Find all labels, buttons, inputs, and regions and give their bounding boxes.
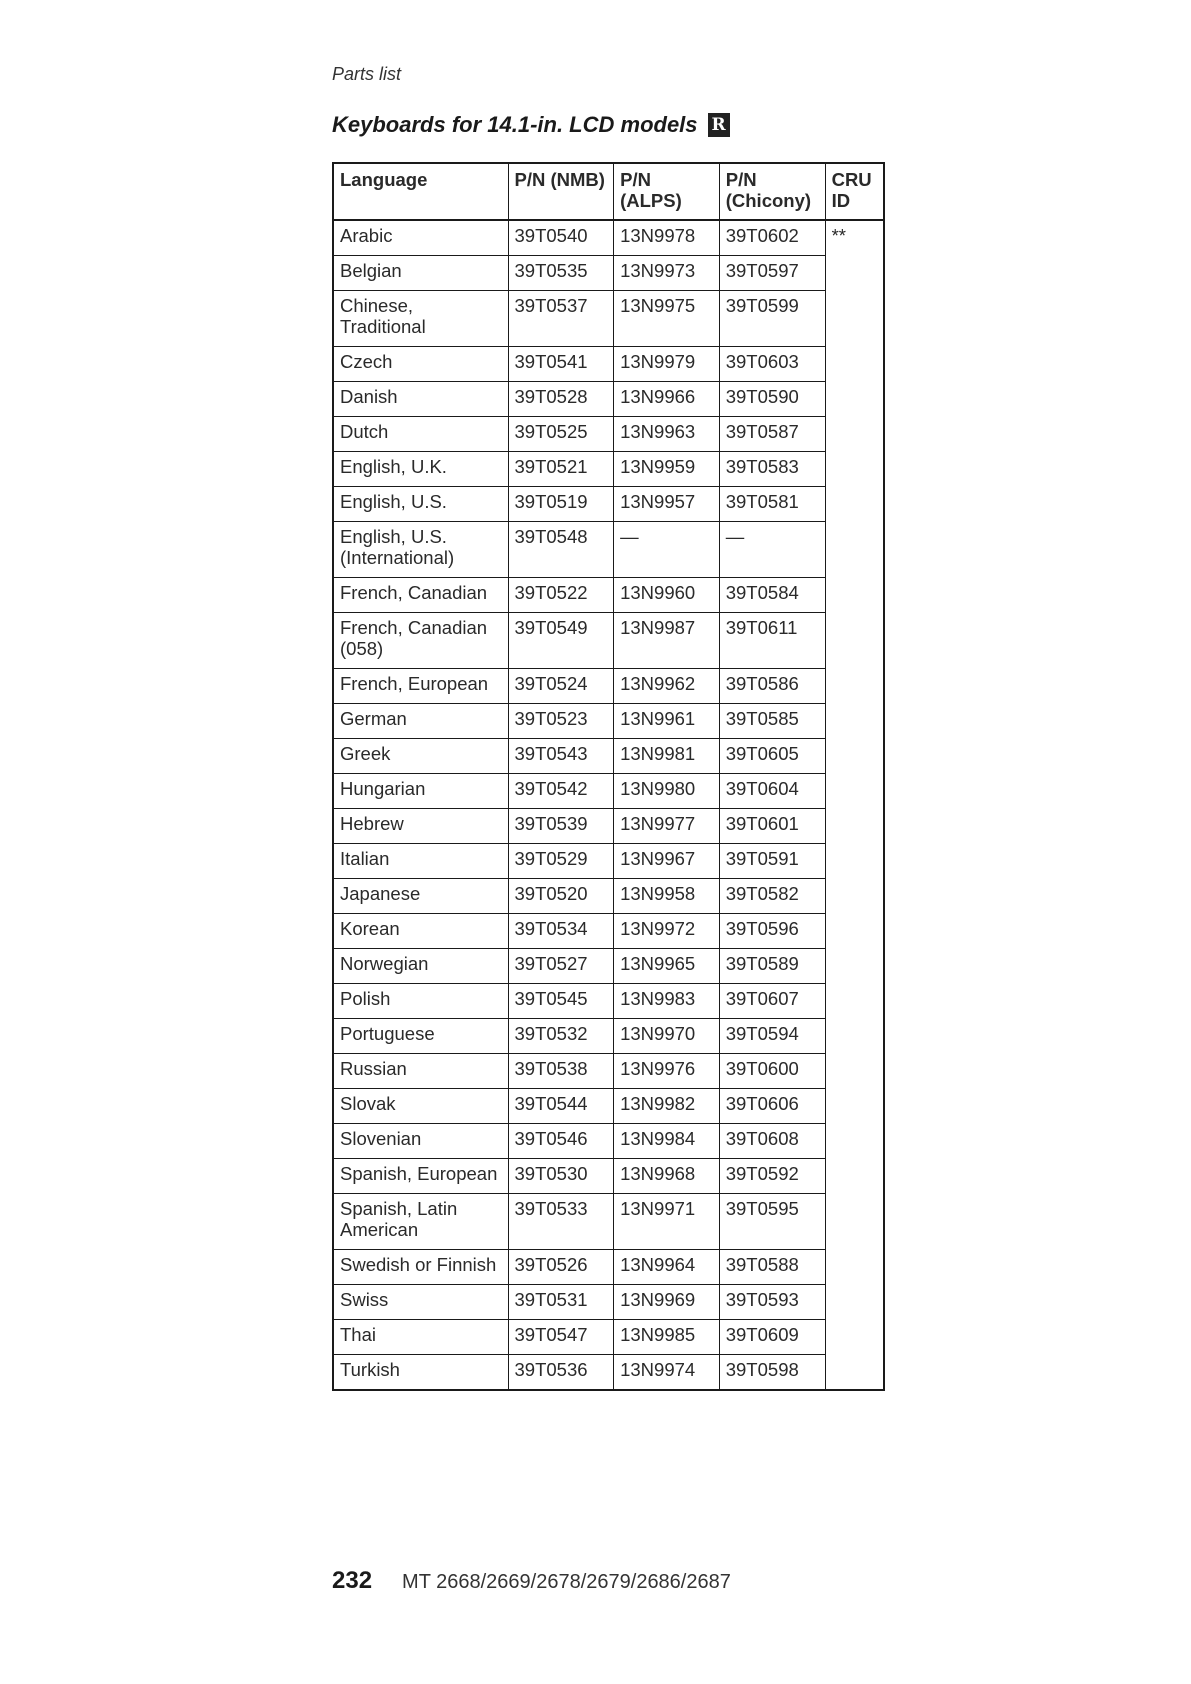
table-row (333, 949, 884, 984)
cell-pn-chicony: 39T0586 (719, 669, 825, 704)
cell-pn-chicony: 39T0593 (719, 1285, 825, 1320)
cell-pn-nmb: 39T0524 (508, 669, 614, 704)
cell-pn-alps: 13N9977 (614, 809, 720, 844)
cell-pn-alps: 13N9972 (614, 914, 720, 949)
cell-pn-nmb: 39T0535 (508, 256, 614, 291)
table-row (333, 879, 884, 914)
column-header-cru-id: CRU ID (825, 163, 884, 220)
cell-language: Spanish, Latin American (333, 1194, 508, 1250)
table-row (333, 487, 884, 522)
table-row (333, 291, 884, 347)
table-row (333, 704, 884, 739)
cell-pn-alps: 13N9967 (614, 844, 720, 879)
cell-pn-nmb: 39T0525 (508, 417, 614, 452)
cell-pn-alps: 13N9969 (614, 1285, 720, 1320)
cell-pn-chicony: 39T0609 (719, 1320, 825, 1355)
cell-pn-alps: 13N9973 (614, 256, 720, 291)
cell-language: Portuguese (333, 1019, 508, 1054)
cell-pn-nmb: 39T0532 (508, 1019, 614, 1054)
cell-pn-chicony: 39T0584 (719, 578, 825, 613)
cell-pn-nmb: 39T0543 (508, 739, 614, 774)
r-badge-icon: R (708, 113, 730, 137)
cell-language: Belgian (333, 256, 508, 291)
cell-language: German (333, 704, 508, 739)
table-row (333, 1250, 884, 1285)
cell-language: English, U.S. (International) (333, 522, 508, 578)
cell-language: Swedish or Finnish (333, 1250, 508, 1285)
cell-pn-alps: 13N9974 (614, 1355, 720, 1391)
table-row (333, 452, 884, 487)
cell-pn-alps: 13N9959 (614, 452, 720, 487)
table-row (333, 1124, 884, 1159)
cell-pn-chicony: 39T0602 (719, 220, 825, 256)
cell-pn-alps: 13N9968 (614, 1159, 720, 1194)
keyboard-parts-table (332, 162, 885, 1391)
section-title (332, 112, 730, 138)
cell-pn-nmb: 39T0540 (508, 220, 614, 256)
cell-pn-chicony: 39T0591 (719, 844, 825, 879)
cell-language: Czech (333, 347, 508, 382)
cell-pn-chicony: 39T0607 (719, 984, 825, 1019)
cell-pn-chicony: 39T0608 (719, 1124, 825, 1159)
cell-pn-chicony: 39T0585 (719, 704, 825, 739)
cell-pn-nmb: 39T0522 (508, 578, 614, 613)
cell-pn-nmb: 39T0523 (508, 704, 614, 739)
table-row (333, 844, 884, 879)
cell-language: Slovenian (333, 1124, 508, 1159)
table-row (333, 220, 884, 256)
cell-pn-alps: 13N9966 (614, 382, 720, 417)
cell-language: Japanese (333, 879, 508, 914)
cell-pn-chicony: 39T0592 (719, 1159, 825, 1194)
cell-pn-chicony: 39T0588 (719, 1250, 825, 1285)
table-body (333, 220, 884, 1390)
cell-pn-chicony: 39T0600 (719, 1054, 825, 1089)
cell-pn-nmb: 39T0520 (508, 879, 614, 914)
cell-pn-nmb: 39T0527 (508, 949, 614, 984)
cell-pn-alps: — (614, 522, 720, 578)
cell-pn-nmb: 39T0545 (508, 984, 614, 1019)
cell-language: French, Canadian (333, 578, 508, 613)
cell-pn-nmb: 39T0526 (508, 1250, 614, 1285)
cell-pn-nmb: 39T0539 (508, 809, 614, 844)
cell-pn-nmb: 39T0530 (508, 1159, 614, 1194)
cell-pn-alps: 13N9979 (614, 347, 720, 382)
cell-language: Korean (333, 914, 508, 949)
cell-pn-nmb: 39T0547 (508, 1320, 614, 1355)
table-row (333, 1159, 884, 1194)
table-row (333, 1355, 884, 1391)
cell-pn-chicony: 39T0606 (719, 1089, 825, 1124)
cell-pn-nmb: 39T0529 (508, 844, 614, 879)
cell-language: Swiss (333, 1285, 508, 1320)
cell-pn-chicony: 39T0598 (719, 1355, 825, 1391)
cell-pn-alps: 13N9980 (614, 774, 720, 809)
table-row (333, 809, 884, 844)
column-header-pn-alps: P/N (ALPS) (614, 163, 720, 220)
table-row (333, 417, 884, 452)
cell-pn-alps: 13N9984 (614, 1124, 720, 1159)
page-footer (332, 1567, 731, 1595)
cell-pn-alps: 13N9957 (614, 487, 720, 522)
cell-pn-nmb: 39T0528 (508, 382, 614, 417)
cell-pn-alps: 13N9958 (614, 879, 720, 914)
cell-language: English, U.K. (333, 452, 508, 487)
cell-language: Slovak (333, 1089, 508, 1124)
table-row (333, 522, 884, 578)
cell-pn-chicony: 39T0581 (719, 487, 825, 522)
cell-pn-nmb: 39T0534 (508, 914, 614, 949)
cell-pn-alps: 13N9960 (614, 578, 720, 613)
cell-pn-chicony: 39T0603 (719, 347, 825, 382)
cell-pn-nmb: 39T0542 (508, 774, 614, 809)
cell-language: Greek (333, 739, 508, 774)
section-title-text: Keyboards for 14.1-in. LCD models (332, 112, 698, 137)
cell-language: Thai (333, 1320, 508, 1355)
table-row (333, 774, 884, 809)
cell-pn-alps: 13N9987 (614, 613, 720, 669)
cell-pn-chicony: 39T0590 (719, 382, 825, 417)
cell-pn-chicony: 39T0595 (719, 1194, 825, 1250)
cell-pn-alps: 13N9964 (614, 1250, 720, 1285)
cell-pn-chicony: 39T0599 (719, 291, 825, 347)
page-number: 232 (332, 1567, 373, 1594)
cell-pn-nmb: 39T0541 (508, 347, 614, 382)
cell-pn-alps: 13N9962 (614, 669, 720, 704)
cell-language: Hebrew (333, 809, 508, 844)
table-row (333, 739, 884, 774)
cell-pn-alps: 13N9983 (614, 984, 720, 1019)
cell-pn-chicony: — (719, 522, 825, 578)
cell-pn-chicony: 39T0604 (719, 774, 825, 809)
cell-pn-chicony: 39T0594 (719, 1019, 825, 1054)
cell-language: Italian (333, 844, 508, 879)
cell-language: French, Canadian (058) (333, 613, 508, 669)
table-row (333, 1194, 884, 1250)
table-row (333, 382, 884, 417)
cell-pn-alps: 13N9982 (614, 1089, 720, 1124)
cell-cru-id: ** (825, 220, 884, 1390)
cell-language: Polish (333, 984, 508, 1019)
table-row (333, 1054, 884, 1089)
column-header-pn-chicony: P/N (Chicony) (719, 163, 825, 220)
cell-language: Hungarian (333, 774, 508, 809)
cell-pn-nmb: 39T0531 (508, 1285, 614, 1320)
cell-pn-chicony: 39T0587 (719, 417, 825, 452)
cell-pn-alps: 13N9970 (614, 1019, 720, 1054)
cell-pn-nmb: 39T0549 (508, 613, 614, 669)
cell-language: Arabic (333, 220, 508, 256)
cell-pn-nmb: 39T0544 (508, 1089, 614, 1124)
cell-pn-nmb: 39T0536 (508, 1355, 614, 1391)
table-row (333, 347, 884, 382)
cell-pn-alps: 13N9981 (614, 739, 720, 774)
cell-pn-nmb: 39T0519 (508, 487, 614, 522)
table-row (333, 914, 884, 949)
cell-language: Turkish (333, 1355, 508, 1391)
table-row (333, 256, 884, 291)
table-row (333, 613, 884, 669)
cell-language: Norwegian (333, 949, 508, 984)
cell-language: English, U.S. (333, 487, 508, 522)
running-header: Parts list (332, 64, 402, 84)
cell-pn-nmb: 39T0533 (508, 1194, 614, 1250)
cell-pn-alps: 13N9985 (614, 1320, 720, 1355)
table-header-row (333, 163, 884, 220)
cell-pn-nmb: 39T0521 (508, 452, 614, 487)
cell-pn-nmb: 39T0548 (508, 522, 614, 578)
cell-pn-alps: 13N9963 (614, 417, 720, 452)
cell-language: Russian (333, 1054, 508, 1089)
table-row (333, 669, 884, 704)
table-row (333, 984, 884, 1019)
column-header-pn-nmb: P/N (NMB) (508, 163, 614, 220)
cell-language: French, European (333, 669, 508, 704)
table-row (333, 1089, 884, 1124)
cell-pn-nmb: 39T0546 (508, 1124, 614, 1159)
cell-pn-alps: 13N9978 (614, 220, 720, 256)
cell-pn-chicony: 39T0601 (719, 809, 825, 844)
cell-language: Dutch (333, 417, 508, 452)
cell-pn-nmb: 39T0537 (508, 291, 614, 347)
machine-types: MT 2668/2669/2678/2679/2686/2687 (402, 1571, 731, 1593)
cell-pn-chicony: 39T0582 (719, 879, 825, 914)
table-row (333, 1320, 884, 1355)
cell-language: Chinese, Traditional (333, 291, 508, 347)
cell-pn-chicony: 39T0583 (719, 452, 825, 487)
cell-pn-chicony: 39T0605 (719, 739, 825, 774)
table-row (333, 578, 884, 613)
column-header-language: Language (333, 163, 508, 220)
cell-pn-alps: 13N9961 (614, 704, 720, 739)
cell-pn-alps: 13N9971 (614, 1194, 720, 1250)
cell-pn-nmb: 39T0538 (508, 1054, 614, 1089)
cell-pn-alps: 13N9965 (614, 949, 720, 984)
table-row (333, 1285, 884, 1320)
cell-language: Danish (333, 382, 508, 417)
cell-pn-alps: 13N9976 (614, 1054, 720, 1089)
cell-pn-chicony: 39T0589 (719, 949, 825, 984)
cell-pn-alps: 13N9975 (614, 291, 720, 347)
table-row (333, 1019, 884, 1054)
cell-pn-chicony: 39T0611 (719, 613, 825, 669)
cell-pn-chicony: 39T0596 (719, 914, 825, 949)
cell-language: Spanish, European (333, 1159, 508, 1194)
cell-pn-chicony: 39T0597 (719, 256, 825, 291)
